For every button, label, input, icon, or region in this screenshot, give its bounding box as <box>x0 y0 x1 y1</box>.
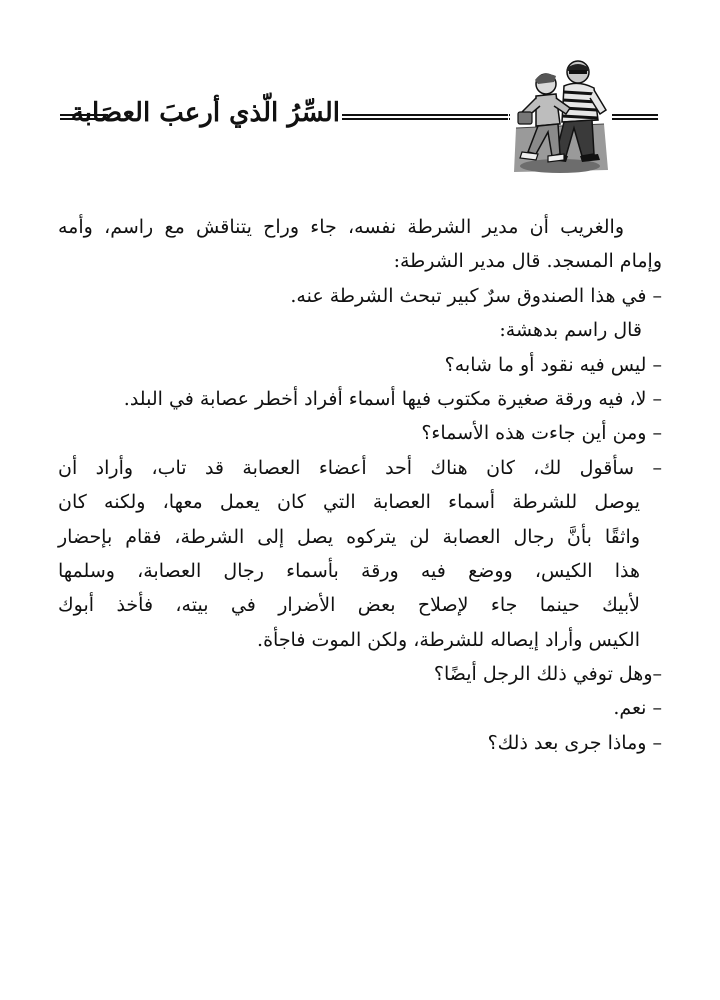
text-line: – نعم. <box>613 697 662 720</box>
text-line: – ومن أين جاءت هذه الأسماء؟ <box>421 422 662 445</box>
text-line: – سأقول لك، كان هناك أحد أعضاء العصابة قد تاب، وأراد أن <box>58 456 662 479</box>
text-line: لأبيك حينما جاء لإصلاح بعض الأضرار في بيته، فأخذ أبوك <box>58 594 640 617</box>
text-line: واثقًا بأنَّ رجال العصابة لن يتركوه يصل إلى الشرطة، فقام بإحضار <box>58 525 640 548</box>
text-line: يوصل للشرطة أسماء العصابة التي كان يعمل معها، ولكنه كان <box>58 491 640 514</box>
text-line: والغريب أن مدير الشرطة نفسه، جاء وراح يتناقش مع راسم، وأمه <box>58 216 624 238</box>
text-line: – لا، فيه ورقة صغيرة مكتوب فيها أسماء أفراد أخطر عصابة في البلد. <box>123 387 662 410</box>
text-line: هذا الكيس، ووضع فيه ورقة بأسماء رجال العصابة، وسلمها <box>58 559 640 582</box>
text-line: الكيس وأراد إيصاله للشرطة، ولكن الموت فاجأة. <box>257 628 640 651</box>
chapter-title: السِّرُ الّذي أرعبَ العصَابة <box>70 98 340 128</box>
decorative-rule-right <box>612 114 658 124</box>
text-line: –وهل توفي ذلك الرجل أيضًا؟ <box>433 663 662 686</box>
story-text <box>58 210 662 760</box>
chase-illustration-icon <box>508 58 612 176</box>
decorative-rule-middle <box>342 114 510 124</box>
chapter-header <box>0 58 720 183</box>
text-line: وإمام المسجد. قال مدير الشرطة: <box>393 250 662 273</box>
text-line: – وماذا جرى بعد ذلك؟ <box>487 731 662 754</box>
text-line: – ليس فيه نقود أو ما شابه؟ <box>444 353 662 376</box>
text-line: قال راسم بدهشة: <box>499 319 642 342</box>
text-line: – في هذا الصندوق سرٌ كبير تبحث الشرطة عنه. <box>290 284 662 307</box>
